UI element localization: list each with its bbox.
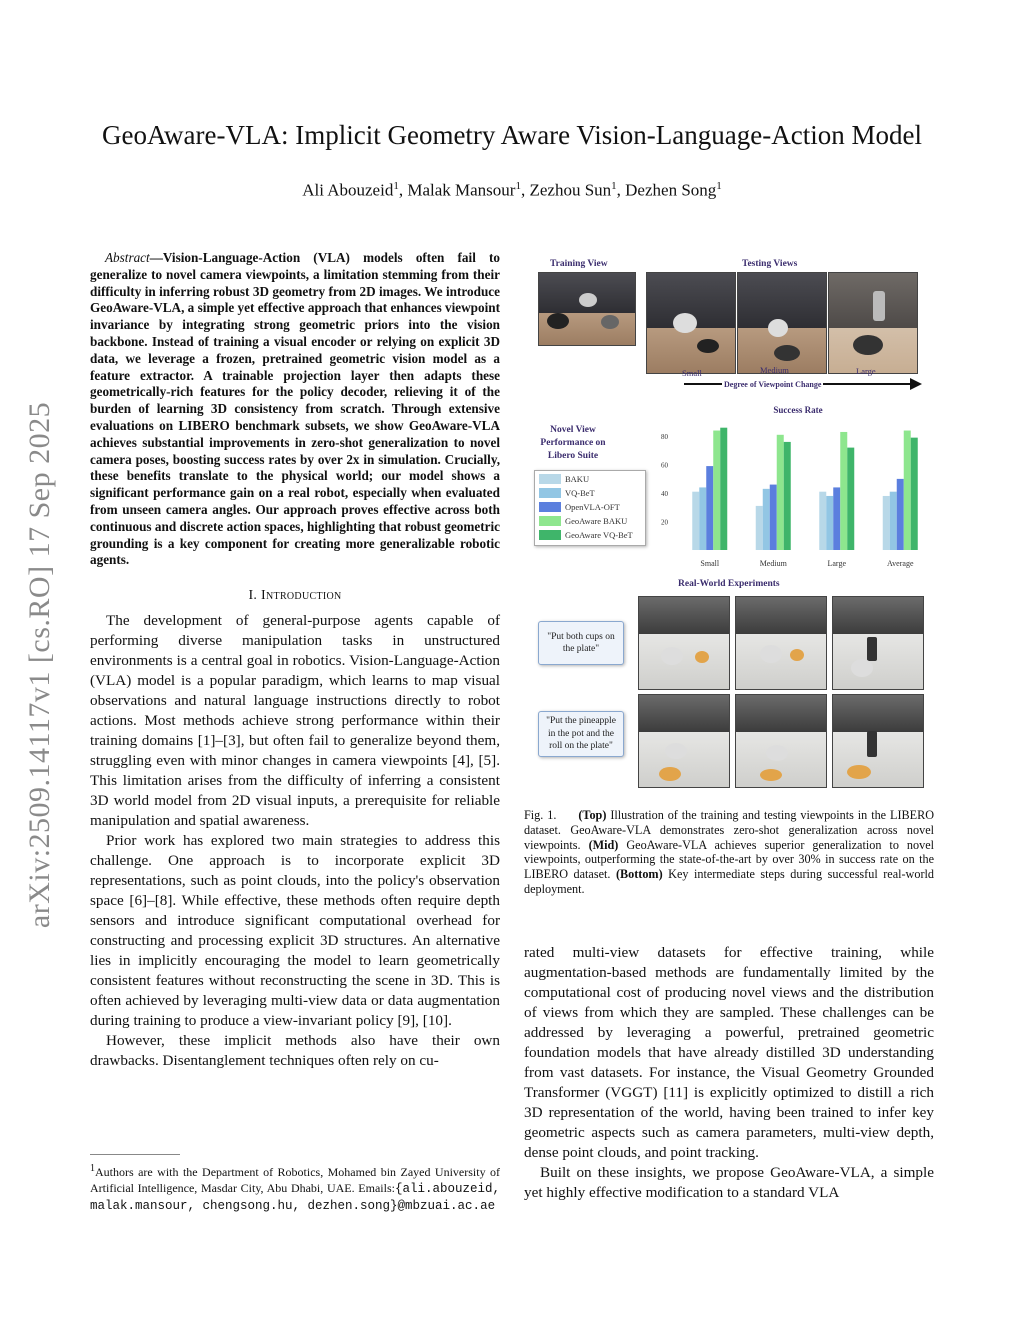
- section-heading: [90, 588, 500, 604]
- author-affiliation: 1: [611, 180, 617, 192]
- prompt-box: "Put the pineapple in the pot and the roll on the plate": [538, 711, 624, 757]
- real-world-step-image: [832, 694, 924, 788]
- bar: [840, 432, 847, 550]
- bar: [833, 487, 840, 550]
- y-tick-label: 80: [661, 433, 668, 442]
- legend-label: GeoAware BAKU: [565, 516, 628, 526]
- footnote-mark: 1: [90, 1163, 95, 1174]
- viewpoint-level-large: Large: [856, 366, 876, 376]
- legend-swatch: [539, 488, 561, 498]
- training-view-label: Training View: [550, 259, 608, 269]
- x-tick-label: Large: [827, 559, 847, 568]
- caption-mid-tag: (Mid): [588, 837, 619, 852]
- legend-swatch: [539, 516, 561, 526]
- chart-title: Success Rate: [773, 405, 823, 415]
- author-affiliation: 1: [393, 180, 399, 192]
- bar: [826, 496, 833, 550]
- figure-1: [526, 250, 936, 800]
- bar: [819, 492, 826, 550]
- arxiv-id: arXiv:2509.14117v1 [cs.RO] 17 Sep 2025: [23, 401, 56, 929]
- y-tick-label: 20: [661, 518, 668, 527]
- bar: [890, 492, 897, 550]
- figure-number: Fig. 1.: [524, 808, 557, 822]
- arrow-right-icon: [910, 378, 922, 390]
- training-view-image: [538, 272, 636, 346]
- caption-bottom-text: Key intermediate steps during successful real-world deployment.: [524, 867, 934, 896]
- viewpoint-level-small: Small: [682, 368, 702, 378]
- legend-label: OpenVLA-OFT: [565, 502, 620, 512]
- paper-title: GeoAware-VLA: Implicit Geometry Aware Vision-Language-Action Model: [102, 120, 922, 150]
- chart-legend: [534, 470, 646, 546]
- testing-view-large-image: [828, 272, 918, 374]
- real-world-label: Real-World Experiments: [678, 579, 780, 589]
- testing-view-medium-image: [737, 272, 827, 374]
- legend-swatch: [539, 502, 561, 512]
- caption-mid-text: GeoAware-VLA achieves superior generalization to novel viewpoints, outperforming the state-of-the-art by over 30% in success rate on the LIBERO dataset.: [524, 837, 935, 882]
- author-name: Dezhen Song: [625, 180, 717, 200]
- testing-view-small-image: [646, 272, 736, 374]
- x-tick-label: Average: [887, 559, 914, 568]
- author-name: Malak Mansour: [407, 180, 516, 200]
- testing-views-label: Testing Views: [742, 259, 798, 269]
- right-column: [524, 943, 934, 1203]
- legend-swatch: [539, 530, 561, 540]
- prompt-box: "Put both cups on the plate": [538, 621, 624, 665]
- bar: [720, 428, 727, 550]
- bar: [756, 506, 763, 550]
- author-affiliation: 1: [716, 180, 722, 192]
- abstract-lead: Abstract: [105, 250, 150, 265]
- footnote: [90, 1161, 500, 1214]
- legend-swatch: [539, 474, 561, 484]
- author-name: Zezhou Sun: [529, 180, 612, 200]
- bar: [692, 492, 699, 550]
- legend-label: VQ-BeT: [565, 488, 595, 498]
- y-tick-label: 40: [661, 490, 668, 499]
- novel-view-label: Novel View Performance on Libero Suite: [540, 425, 606, 461]
- body-paragraph: Prior work has explored two main strategies to address this challenge. One approach is to incorporate explicit 3D representations, such as point clouds, into the policy's observation space [6]–[8]. While effective, these methods often require depth sensors and introduce significant computational overhead for constructing and processing explicit 3D structures. An alternative lies in implicitly encouraging the model to learn geometrically consistent features without reconstructing the scene in 3D. This is often achieved by leveraging multi-view data or data augmentation during training to produce a view-invariant policy [9], [10].: [90, 832, 500, 1030]
- legend-item: [539, 530, 633, 540]
- real-world-step-image: [735, 596, 827, 690]
- author-affiliation: 1: [515, 180, 521, 192]
- abstract-dash: —: [149, 250, 163, 265]
- caption-bottom-tag: (Bottom): [615, 867, 663, 882]
- abstract: [90, 250, 500, 569]
- legend-label: BAKU: [565, 474, 590, 484]
- real-world-step-image: [832, 596, 924, 690]
- bar: [784, 442, 791, 550]
- bar: [897, 479, 904, 550]
- success-rate-chart: [652, 400, 936, 570]
- caption-top-text: Illustration of the training and testing viewpoints in the LIBERO dataset. GeoAware-VLA demonstrates zero-shot generalization across novel viewpoints.: [524, 808, 935, 852]
- bar: [699, 487, 706, 550]
- real-world-step-image: [638, 694, 730, 788]
- bar: [770, 485, 777, 550]
- real-world-step-image: [638, 596, 730, 690]
- section-title: Introduction: [261, 588, 342, 604]
- bar: [883, 496, 890, 550]
- x-tick-label: Small: [700, 559, 720, 568]
- viewpoint-level-medium: Medium: [760, 365, 789, 375]
- author-list: Ali Abouzeid$^1$, Malak Mansour$^1$, Zezhou Sun$^1$, Dezhen Song$^1$: [302, 180, 722, 200]
- bar: [911, 438, 918, 550]
- footnote-rule: [90, 1154, 180, 1155]
- footnote-emails: {ali.abouzeid, malak.mansour, chengsong.hu, dezhen.song}@mbzuai.ac.ae: [90, 1182, 500, 1213]
- legend-item: [539, 488, 595, 498]
- body-paragraph: Built on these insights, we propose GeoAware-VLA, a simple yet highly effective modification to a standard VLA: [524, 1164, 934, 1201]
- abstract-body: Vision-Language-Action (VLA) models often fail to generalize to novel camera viewpoints, a limitation stemming from their difficulty in inferring robust 3D geometry from 2D images. We introduce GeoAware-VLA, a simple yet effective approach that enhances viewpoint invariance by integrating strong geometric priors into the vision backbone. Instead of training a visual encoder or relying on explicit 3D data, we leverage a frozen, pretrained geometric vision model as a feature extractor. A trainable projection layer then adapts these geometrically-rich features for the policy decoder, relieving it of the burden of learning 3D consistency from scratch. Through extensive evaluations on LIBERO benchmark subsets, we show GeoAware-VLA achieves substantial improvements in zero-shot generalization to novel camera poses, boosting success rates by over 2x in simulation. Crucially, these benefits translate to the physical world; our model shows a significant performance gain on a real robot, especially when evaluated from unseen camera angles. Our approach proves effective across both continuous and discrete action spaces, highlighting that robust geometric grounding is a key component for creating more generalizable robotic agents.: [90, 250, 500, 568]
- author-name: Ali Abouzeid: [302, 180, 394, 200]
- section-number: I.: [248, 588, 258, 604]
- body-paragraph: rated multi-view datasets for effective training, while augmentation-based methods are fundamentally limited by the computational cost of producing novel views and the distribution of views from which they are sampled. These challenges can be addressed by leveraging a powerful, pretrained geometric foundation models that have already distilled 3D understanding from vast datasets. For instance, the Visual Geometry Grounded Transformer (VGGT) [11] is explicitly optimized to distill a rich 3D representation of the world, having been trained to infer key geometric aspects such as camera parameters, multi-view depth, dense point clouds, and point tracking.: [524, 944, 934, 1161]
- degree-label: Degree of Viewpoint Change: [724, 380, 822, 389]
- bar: [713, 431, 720, 550]
- real-world-step-image: [735, 694, 827, 788]
- bar: [777, 435, 784, 550]
- legend-label: GeoAware VQ-BeT: [565, 530, 633, 540]
- body-paragraph: The development of general-purpose agents capable of performing diverse manipulation tasks in unstructured environments is a central goal in robotics. Vision-Language-Action (VLA) model is a popular paradigm, which learns to map visual observations and natural language instructions directly to robot actions. Most methods achieve strong performance within their training domains [1]–[3], but often fail to generalize beyond them, struggling even with minor changes in camera viewpoints [4], [5]. This limitation arises from the difficulty of inferring a consistent 3D world model from 2D visual inputs, a prerequisite for reliable manipulation and spatial awareness.: [90, 612, 500, 830]
- body-paragraph: However, these implicit methods also have their own drawbacks. Disentanglement techniques often rely on cu-: [90, 1032, 500, 1070]
- y-tick-label: 60: [661, 461, 668, 470]
- x-tick-label: Medium: [759, 559, 787, 568]
- legend-item: [539, 502, 620, 512]
- bar: [847, 448, 854, 550]
- legend-item: [539, 474, 589, 484]
- bar: [706, 466, 713, 550]
- figure-caption: [524, 808, 934, 897]
- footnote-text: Authors are with the Department of Robotics, Mohamed bin Zayed University of Artificial Intelligence, Masdar City, Abu Dhabi, UAE. Emails:: [90, 1165, 500, 1195]
- caption-top-tag: (Top): [578, 808, 607, 822]
- bar: [904, 431, 911, 550]
- bar: [763, 489, 770, 550]
- legend-item: [539, 516, 627, 526]
- left-column: [90, 250, 500, 1071]
